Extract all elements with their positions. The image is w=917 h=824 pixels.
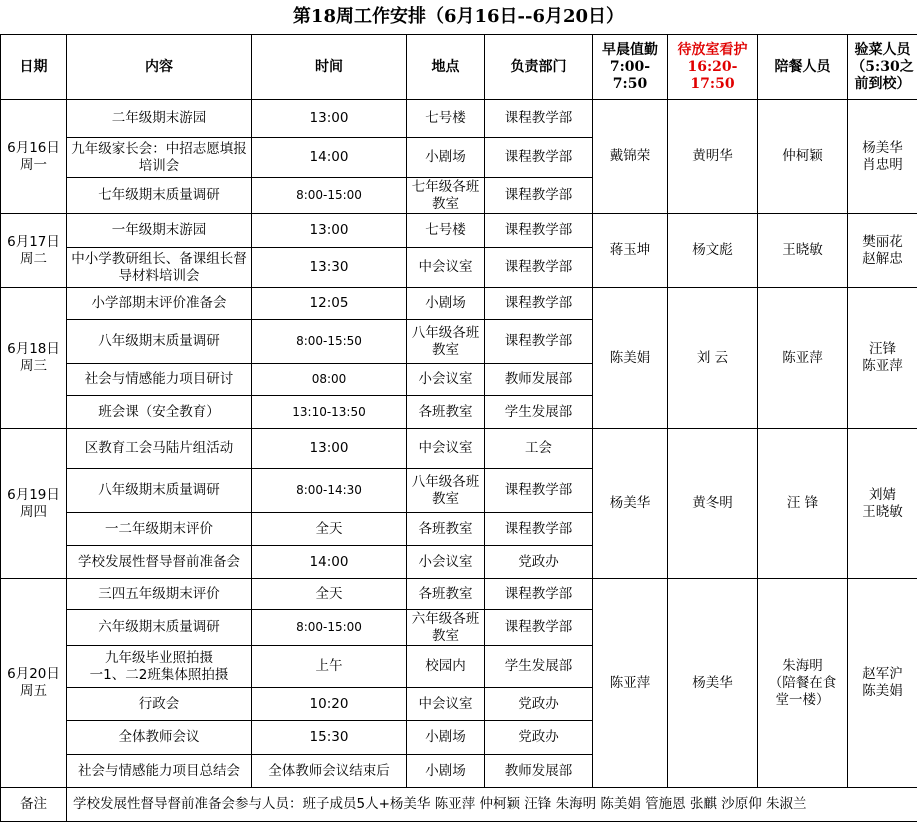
event-dept: 课程教学部	[485, 138, 593, 178]
remark-text: 学校发展性督导督前准备会参与人员：班子成员5人+杨美华 陈亚萍 仲柯颖 汪锋 朱海明 陈美娟 管施恩 张麒 沙原仰 朱淑兰	[67, 788, 917, 822]
header-waiting-hours: 16:20-17:50	[687, 58, 738, 92]
event-dept: 课程教学部	[485, 320, 593, 364]
date-label: 6月19日	[7, 486, 60, 503]
header-meal: 陪餐人员	[758, 35, 848, 100]
event-dept: 学生发展部	[485, 396, 593, 429]
date-label: 6月17日	[7, 233, 60, 250]
event-content: 班会课（安全教育）	[67, 396, 252, 429]
waiting-room-cell: 杨美华	[668, 579, 758, 788]
remark-row	[1, 788, 917, 822]
food-check-person: 樊丽花	[862, 233, 903, 250]
event-place: 小会议室	[407, 546, 485, 579]
event-place: 七年级各班教室	[407, 178, 485, 214]
event-place: 小剧场	[407, 721, 485, 755]
header-morning-hours: 7:00-7:50	[609, 58, 651, 92]
event-content: 一二年级期末评价	[67, 513, 252, 546]
event-content: 九年级毕业照拍摄	[105, 649, 213, 666]
weekday-label: 周三	[20, 358, 47, 374]
event-content: 八年级期末质量调研	[67, 469, 252, 513]
food-check-cell	[848, 100, 917, 214]
header-content: 内容	[67, 35, 252, 100]
event-place: 各班教室	[407, 513, 485, 546]
event-dept: 党政办	[485, 546, 593, 579]
weekday-label: 周五	[20, 683, 47, 699]
date-label: 6月16日	[7, 139, 60, 156]
event-dept: 党政办	[485, 688, 593, 721]
weekday-label: 周一	[20, 156, 47, 173]
event-dept: 工会	[485, 429, 593, 469]
header-morning-label: 早晨值勤	[602, 41, 658, 58]
table-row	[1, 579, 917, 610]
event-place: 小剧场	[407, 755, 485, 788]
event-place: 小剧场	[407, 288, 485, 320]
event-dept: 学生发展部	[485, 646, 593, 688]
header-food-note-2: 前到校）	[854, 75, 911, 92]
food-check-person: 王晓敏	[862, 503, 903, 520]
food-check-person: 汪锋	[869, 341, 896, 357]
event-content: 八年级期末质量调研	[67, 320, 252, 364]
event-content: 社会与情感能力项目总结会	[67, 755, 252, 788]
event-content: 一年级期末游园	[67, 214, 252, 248]
event-content: 社会与情感能力项目研讨	[67, 364, 252, 396]
event-dept: 课程教学部	[485, 178, 593, 214]
header-food-label: 验菜人员	[854, 41, 911, 58]
event-place: 七号楼	[407, 214, 485, 248]
food-check-cell	[848, 288, 917, 429]
table-row	[1, 100, 917, 138]
date-cell	[1, 214, 67, 288]
event-dept: 课程教学部	[485, 248, 593, 288]
header-waiting-label: 待放室看护	[677, 41, 748, 58]
event-dept: 课程教学部	[485, 469, 593, 513]
event-content: 行政会	[67, 688, 252, 721]
morning-duty-cell: 陈美娟	[593, 288, 668, 429]
food-check-person: 杨美华	[862, 139, 903, 156]
event-time: 13:00	[252, 429, 407, 469]
morning-duty-cell: 蒋玉坤	[593, 214, 668, 288]
date-cell	[1, 288, 67, 429]
event-time: 15:30	[252, 721, 407, 755]
header-date: 日期	[1, 35, 67, 100]
page-title: 第18周工作安排（6月16日--6月20日）	[292, 6, 625, 27]
weekday-label: 周二	[20, 250, 47, 267]
food-check-person: 陈亚萍	[862, 358, 903, 374]
header-row	[1, 35, 917, 100]
event-time: 14:00	[252, 138, 407, 178]
event-time: 13:30	[252, 248, 407, 288]
event-time: 8:00-15:00	[252, 178, 407, 214]
table-row	[1, 288, 917, 320]
table-row	[1, 429, 917, 469]
event-place: 中会议室	[407, 429, 485, 469]
morning-duty-cell: 杨美华	[593, 429, 668, 579]
event-time: 8:00-14:30	[252, 469, 407, 513]
event-content: 小学部期末评价准备会	[67, 288, 252, 320]
event-time: 13:10-13:50	[252, 396, 407, 429]
meal-cell: 王晓敏	[758, 214, 848, 288]
event-content: 全体教师会议	[67, 721, 252, 755]
header-food-check	[848, 35, 917, 100]
food-check-cell	[848, 579, 917, 788]
event-place: 小会议室	[407, 364, 485, 396]
meal-person: 朱海明	[782, 657, 823, 674]
waiting-room-cell: 黄冬明	[668, 429, 758, 579]
event-content: 二年级期末游园	[67, 100, 252, 138]
remark-label: 备注	[1, 788, 67, 822]
event-place: 中会议室	[407, 688, 485, 721]
event-dept: 课程教学部	[485, 610, 593, 646]
event-place: 各班教室	[407, 396, 485, 429]
event-time: 8:00-15:00	[252, 610, 407, 646]
food-check-person: 赵军沪	[862, 666, 903, 682]
date-cell	[1, 100, 67, 214]
event-dept: 党政办	[485, 721, 593, 755]
waiting-room-cell: 刘 云	[668, 288, 758, 429]
event-content: 九年级家长会：中招志愿填报培训会	[67, 138, 252, 178]
schedule-table	[0, 34, 917, 822]
event-content: 中小学教研组长、备课组长督导材料培训会	[67, 248, 252, 288]
event-dept: 课程教学部	[485, 214, 593, 248]
event-time: 14:00	[252, 546, 407, 579]
header-morning-duty	[593, 35, 668, 100]
event-place: 小剧场	[407, 138, 485, 178]
event-time: 全天	[252, 513, 407, 546]
event-time: 全天	[252, 579, 407, 610]
event-place: 八年级各班教室	[407, 320, 485, 364]
event-content: 六年级期末质量调研	[67, 610, 252, 646]
meal-cell: 仲柯颖	[758, 100, 848, 214]
event-place: 六年级各班教室	[407, 610, 485, 646]
event-content-line-2: 一1、二2班集体照拍摄	[89, 666, 229, 683]
event-time: 08:00	[252, 364, 407, 396]
morning-duty-cell: 戴锦荣	[593, 100, 668, 214]
event-content: 区教育工会马陆片组活动	[67, 429, 252, 469]
event-place: 校园内	[407, 646, 485, 688]
event-place: 八年级各班教室	[407, 469, 485, 513]
event-time: 12:05	[252, 288, 407, 320]
table-row	[1, 214, 917, 248]
food-check-person: 肖忠明	[862, 156, 903, 173]
morning-duty-cell: 陈亚萍	[593, 579, 668, 788]
event-dept: 课程教学部	[485, 288, 593, 320]
event-content-cell	[67, 646, 252, 688]
event-dept: 教师发展部	[485, 364, 593, 396]
event-time: 上午	[252, 646, 407, 688]
event-dept: 教师发展部	[485, 755, 593, 788]
food-check-person: 陈美娟	[862, 683, 903, 699]
waiting-room-cell: 杨文彪	[668, 214, 758, 288]
meal-cell	[758, 579, 848, 788]
event-place: 各班教室	[407, 579, 485, 610]
date-cell	[1, 579, 67, 788]
date-cell	[1, 429, 67, 579]
food-check-person: 赵解忠	[862, 250, 903, 267]
event-dept: 课程教学部	[485, 579, 593, 610]
header-waiting-room	[668, 35, 758, 100]
header-food-note-1: （5:30之	[851, 58, 914, 75]
food-check-cell	[848, 429, 917, 579]
waiting-room-cell: 黄明华	[668, 100, 758, 214]
meal-note: （陪餐在食	[768, 674, 837, 691]
event-time: 全体教师会议结束后	[252, 755, 407, 788]
event-content: 七年级期末质量调研	[67, 178, 252, 214]
event-content: 三四五年级期末评价	[67, 579, 252, 610]
weekday-label: 周四	[20, 503, 47, 520]
event-time: 13:00	[252, 214, 407, 248]
header-dept: 负责部门	[485, 35, 593, 100]
event-content: 学校发展性督导督前准备会	[67, 546, 252, 579]
food-check-person: 刘婧	[869, 486, 896, 503]
event-time: 8:00-15:50	[252, 320, 407, 364]
event-place: 中会议室	[407, 248, 485, 288]
event-place: 七号楼	[407, 100, 485, 138]
meal-cell: 陈亚萍	[758, 288, 848, 429]
event-dept: 课程教学部	[485, 100, 593, 138]
header-place: 地点	[407, 35, 485, 100]
food-check-cell	[848, 214, 917, 288]
date-label: 6月20日	[7, 666, 60, 682]
meal-note: 堂一楼）	[775, 691, 830, 708]
event-time: 13:00	[252, 100, 407, 138]
meal-cell: 汪 锋	[758, 429, 848, 579]
header-time: 时间	[252, 35, 407, 100]
event-dept: 课程教学部	[485, 513, 593, 546]
date-label: 6月18日	[7, 341, 60, 357]
event-time: 10:20	[252, 688, 407, 721]
